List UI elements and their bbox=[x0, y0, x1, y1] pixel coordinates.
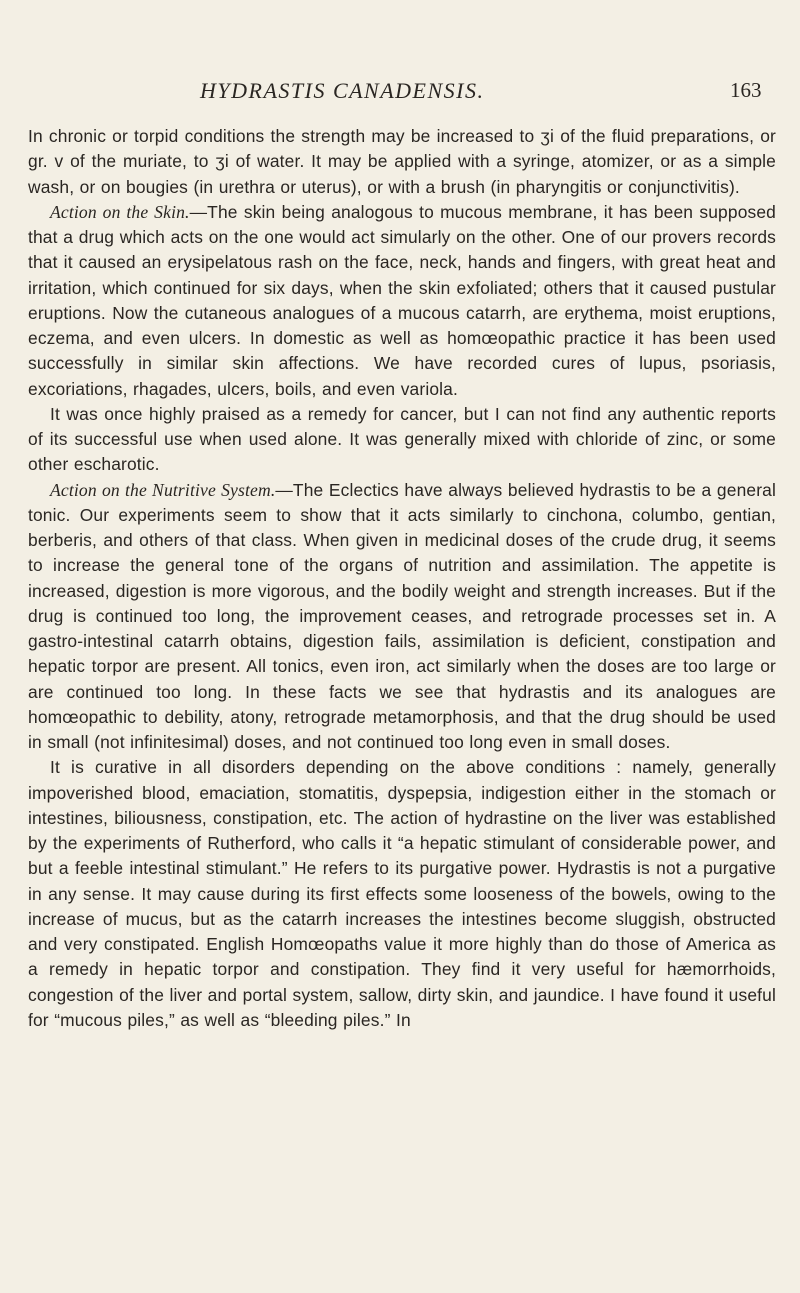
section-sidehead: Action on the Nutritive System. bbox=[50, 479, 276, 500]
paragraph-cancer bbox=[28, 402, 776, 478]
paragraph-text: It was once highly praised as a remedy for cancer, but I can not find any authentic reports of its successful use when used alone. It was generally mixed with chloride of zinc, or some other escharotic. bbox=[28, 403, 776, 475]
running-title: HYDRASTIS CANADENSIS. bbox=[200, 78, 485, 103]
paragraph-skin-action bbox=[28, 200, 776, 402]
paragraph-text: —The skin being analogous to mucous membrane, it has been supposed that a drug which acts on the one would act simularly on the other. One of our provers records that it caused an erysipelatous rash on the face, neck, hands and fingers, with great heat and irritation, which continued for six days, when the skin exfoliated; others that it caused pustular eruptions. Now the cutaneous analogues of a mucous catarrh, are erythema, moist eruptions, eczema, and even ulcers. In domestic as well as homœopathic practice it has been used successfully in similar skin affections. We have recorded cures of lupus, psoriasis, excoriations, rhagades, ulcers, boils, and even variola. bbox=[28, 201, 777, 399]
body-text bbox=[28, 124, 776, 1033]
paragraph-curative-uses bbox=[28, 755, 776, 1033]
paragraph-nutritive-action bbox=[28, 478, 776, 756]
page-number: 163 bbox=[730, 78, 762, 102]
section-sidehead: Action on the Skin. bbox=[50, 201, 190, 222]
paragraph-text: It is curative in all disorders depending on the above conditions : namely, generally impoverished blood, emaciation, stomatitis, dyspepsia, indigestion either in the stomach or intestines, biliousness, constipation, etc. The action of hydrastine on the liver was established by the experiments of Rutherford, who calls it “a hepatic stimulant of considerable power, and but a feeble intestinal stimulant.” He refers to its purgative power. Hydrastis is not a purgative in any sense. It may cause during its first effects some looseness of the bowels, owing to the increase of mucus, but as the catarrh increases the intestines become sluggish, obstructed and very constipated. English Homœopaths value it more highly than do those of America as a remedy in hepatic torpor and constipation. They find it very useful for hæmorrhoids, congestion of the liver and portal system, sallow, dirty skin, and jaundice. I have found it useful for “mucous piles,” as well as “bleeding piles.” In bbox=[28, 757, 776, 1030]
paragraph-text: In chronic or torpid conditions the strength may be increased to ʒi of the fluid preparations, or gr. v of the muriate, to ʒi of water. It may be applied with a syringe, atomizer, or as a simple wash, or on bougies (in urethra or uterus), or with a brush (in pharyngitis or conjunctivitis). bbox=[28, 126, 776, 197]
paragraph-dosage bbox=[28, 124, 776, 200]
paragraph-text: —The Eclectics have always believed hydrastis to be a general tonic. Our experiments seem to show that it acts similarly to cinchona, columbo, gentian, berberis, and others of that class. When given in medicinal doses of the crude drug, it seems to increase the general tone of the organs of nutrition and assimilation. The appetite is increased, digestion is more vigorous, and the bodily weight and strength increases. But if the drug is continued too long, the improvement ceases, and retrograde processes set in. A gastro-intestinal catarrh obtains, digestion fails, assimilation is deficient, constipation and hepatic torpor are present. All tonics, even iron, act similarly when the doses are too large or are continued too long. In these facts we see that hydrastis and its analogues are homœopathic to debility, atony, retrograde metamorphosis, and that the drug should be used in small (not infinitesimal) doses, and not continued too long even in small doses. bbox=[28, 479, 777, 752]
